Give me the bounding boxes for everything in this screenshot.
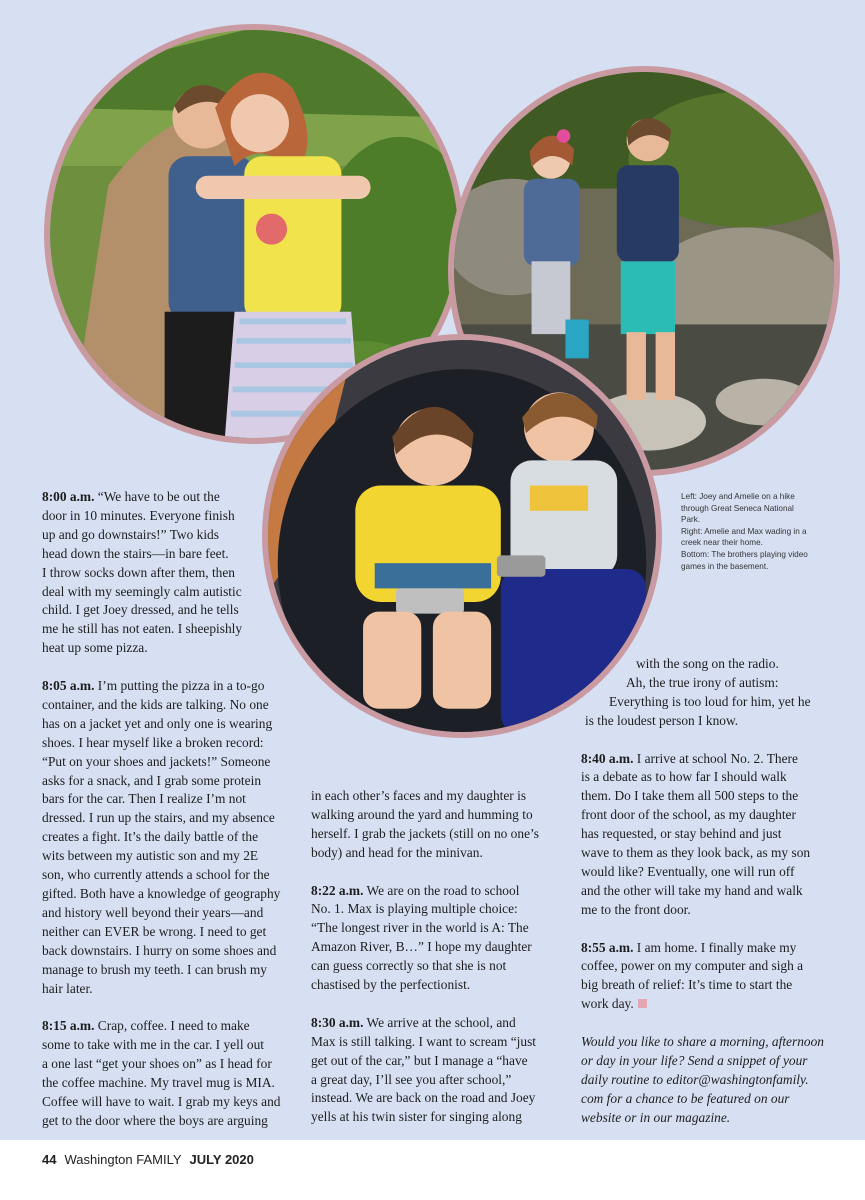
entry-text: We arrive at the school, and: [363, 1014, 516, 1030]
entry-text: I am home. I finally make my: [633, 939, 797, 955]
entry-text: shoes. I hear myself like a broken record:: [42, 734, 264, 750]
entry-time: 8:00 a.m.: [42, 489, 95, 504]
entry-822: [311, 882, 561, 995]
entry-text: coffee, power on my computer and sigh a: [581, 958, 804, 974]
entry-text: dressed. I run up the stairs, and my absence: [42, 810, 275, 826]
entry-text: son, who currently attends a school for the: [42, 867, 270, 883]
entry-text: get out of the car,” but I manage a “have: [311, 1052, 528, 1068]
entry-text: Everything is too loud for him, yet he: [609, 693, 811, 709]
entry-text: manage to brush my teeth. I can brush my: [42, 961, 267, 977]
entry-805: [42, 677, 302, 998]
entry-text: instead. We are back on the road and Joey: [311, 1090, 536, 1106]
entry-text: has on a jacket yet and only one is wearing: [42, 715, 273, 731]
entry-text: gifted. Both have a knowledge of geography: [42, 886, 281, 902]
entry-text: Coffee will have to wait. I grab my keys and: [42, 1093, 281, 1109]
issue-date: JULY 2020: [189, 1152, 254, 1167]
page-footer: [42, 1152, 254, 1167]
entry-text: I arrive at school No. 2. There: [633, 750, 798, 766]
entry-time: 8:55 a.m.: [581, 939, 634, 955]
entry-text: me to the front door.: [581, 901, 691, 917]
entry-text: would like? Eventually, one will run off: [581, 863, 795, 879]
entry-text: I throw socks down after them, then: [42, 564, 236, 580]
callout-line: com for a chance to be featured on our: [581, 1090, 790, 1106]
entry-text: is a debate as to how far I should walk: [581, 769, 787, 785]
entry-text: big breath of relief: It’s time to start the: [581, 977, 793, 993]
entry-text: a one last “get your shoes on” as I head for: [42, 1056, 272, 1072]
entry-840: [581, 750, 831, 920]
entry-time: 8:22 a.m.: [311, 882, 364, 898]
magazine-name: Washington FAMILY: [64, 1152, 182, 1167]
entry-text: Crap, coffee. I need to make: [94, 1018, 250, 1034]
callout-line: Would you like to share a morning, afternoon: [581, 1034, 824, 1050]
entry-text: Max is still talking. I want to scream “just: [311, 1033, 536, 1049]
entry-text: Amazon River, B…” I hope my daughter: [311, 939, 532, 955]
caption-line: Bottom: The brothers playing video: [681, 549, 808, 559]
entry-text: neither can EVER be wrong. I need to get: [42, 923, 267, 939]
entry-text: Ah, the true irony of autism:: [626, 674, 779, 690]
entry-text: in each other’s faces and my daughter is: [311, 788, 527, 803]
entry-text: herself. I grab the jackets (still on no one’s: [311, 825, 539, 841]
entry-text: “Put on your shoes and jackets!” Someone: [42, 753, 271, 769]
callout-line: daily routine to editor@washingtonfamily.: [581, 1071, 809, 1087]
entry-text: a great day, I’ll see you after school,”: [311, 1071, 512, 1087]
entry-text: creates a fight. It’s the daily battle of the: [42, 829, 259, 845]
entry-text: with the song on the radio.: [636, 656, 779, 671]
entry-text: chastised by the perfectionist.: [311, 977, 471, 993]
entry-815: [42, 1017, 302, 1130]
entry-text: the coffee machine. My travel mug is MIA.: [42, 1075, 275, 1091]
caption-line: Right: Amelie and Max wading in a: [681, 526, 807, 536]
photo-caption: [681, 491, 841, 572]
entry-text: can guess correctly so that she is not: [311, 958, 507, 974]
entry-text: asks for a snack, and I grab some protein: [42, 772, 262, 788]
entry-text: “The longest river in the world is A: The: [311, 920, 529, 936]
entry-text: up and go downstairs!” Two kids: [42, 526, 219, 542]
entry-time: 8:30 a.m.: [311, 1014, 364, 1030]
entry-text: wave to them as they look back, as my son: [581, 845, 811, 861]
entry-text: door in 10 minutes. Everyone finish: [42, 507, 235, 523]
caption-line: Park.: [681, 515, 701, 525]
entry-time: 8:40 a.m.: [581, 750, 634, 766]
entry-text: back downstairs. I hurry on some shoes and: [42, 942, 277, 958]
submission-callout: [581, 1033, 831, 1128]
entry-text: has requested, or stay behind and just: [581, 826, 782, 842]
entry-time: 8:15 a.m.: [42, 1018, 95, 1034]
article-column-1: [42, 488, 302, 1140]
entry-text: I’m putting the pizza in a to-go: [94, 678, 265, 694]
entry-830-continued: [581, 655, 831, 731]
entry-text: and history well beyond their years—and: [42, 904, 264, 920]
entry-text: bars for the car. Then I realize I’m not: [42, 791, 246, 807]
entry-text: wits between my autistic son and my 2E: [42, 848, 259, 864]
entry-text: and the other will take my hand and walk: [581, 882, 803, 898]
entry-800: [42, 488, 302, 658]
entry-text: walking around the yard and humming to: [311, 806, 533, 822]
entry-text: me he still has not eaten. I sheepishly: [42, 621, 243, 637]
caption-line: games in the basement.: [681, 561, 769, 571]
entry-text: “We have to be out the: [94, 489, 220, 504]
entry-text: deal with my seemingly calm autistic: [42, 583, 242, 599]
entry-text: get to the door where the boys are arguing: [42, 1112, 268, 1128]
entry-815-continued: [311, 787, 561, 863]
entry-text: We are on the road to school: [363, 882, 520, 898]
article-column-3: [581, 655, 831, 1140]
article-column-2: [311, 787, 561, 1140]
entry-text: container, and the kids are talking. No one: [42, 696, 269, 712]
page-number: 44: [42, 1152, 57, 1167]
entry-text: is the loudest person I know.: [585, 712, 739, 728]
entry-text: some to take with me in the car. I yell out: [42, 1037, 265, 1053]
caption-line: Left: Joey and Amelie on a hike: [681, 492, 795, 501]
entry-text: work day.: [581, 996, 634, 1012]
entry-text: child. I get Joey dressed, and he tells: [42, 602, 239, 618]
entry-text: them. Do I take them all 500 steps to the: [581, 788, 799, 804]
caption-line: through Great Seneca National: [681, 503, 794, 513]
end-mark-icon: [638, 999, 647, 1008]
entry-855: [581, 939, 831, 1015]
entry-text: head down the stairs—in bare feet.: [42, 545, 229, 561]
entry-text: heat up some pizza.: [42, 640, 148, 656]
entry-text: front door of the school, as my daughter: [581, 807, 796, 823]
callout-line: or day in your life? Send a snippet of your: [581, 1052, 808, 1068]
entry-text: body) and head for the minivan.: [311, 844, 483, 860]
entry-text: hair later.: [42, 980, 93, 996]
entry-830: [311, 1014, 561, 1127]
caption-line: creek near their home.: [681, 538, 763, 548]
entry-time: 8:05 a.m.: [42, 678, 95, 694]
callout-line: website or in our magazine.: [581, 1109, 731, 1125]
entry-text: No. 1. Max is playing multiple choice:: [311, 901, 518, 917]
entry-text: yells at his twin sister for singing along: [311, 1109, 522, 1125]
